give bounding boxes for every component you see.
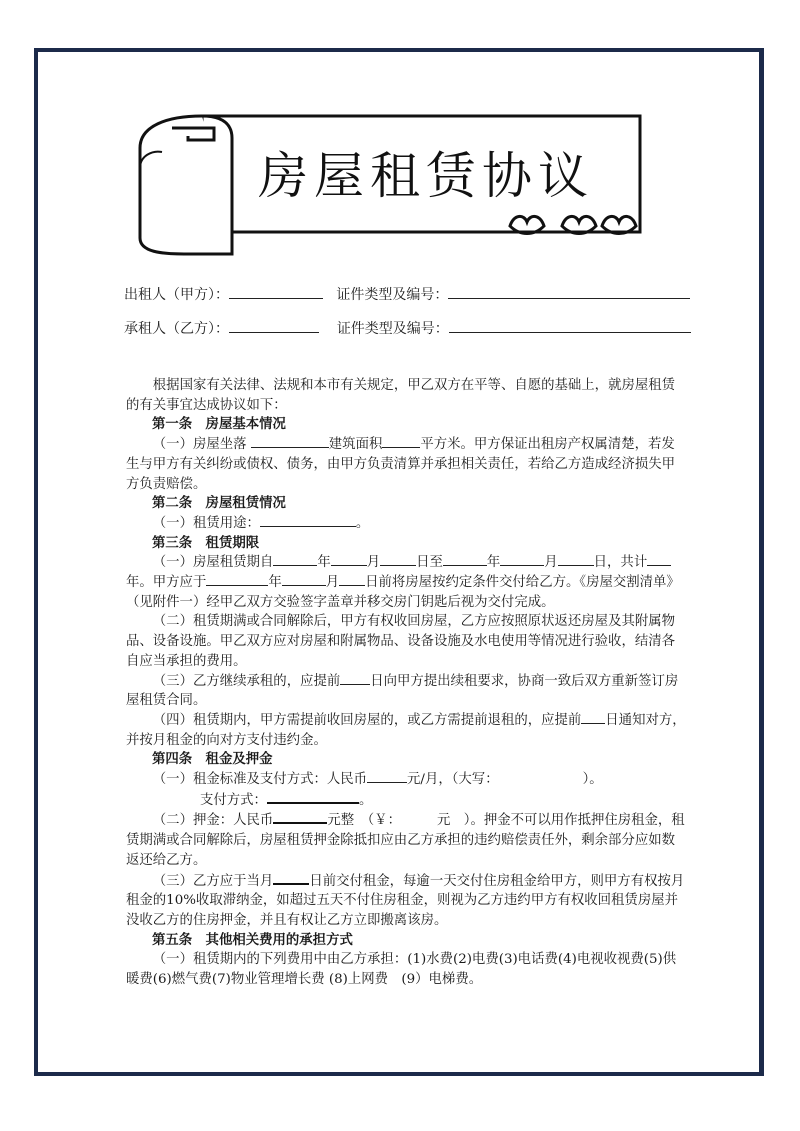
payment-method-field[interactable] [267,790,359,804]
article-3-title: 第三条 租赁期限 [152,534,260,551]
article-4-title: 第四条 租金及押金 [152,751,273,768]
payment-method-line: 支付方式： 。 [126,790,686,811]
lessee-name-field[interactable] [229,318,319,333]
article-2-title: 第二条 房屋租赁情况 [152,495,286,512]
address-field[interactable] [251,435,329,448]
article-1-paragraph-1: （一）房屋坐落 建筑面积 平方米。甲方保证出租房产权属清楚，若发生与甲方有关纠纷或债权、债务，由甲方负责清算并承担相关责任，若给乙方造成经济损失甲方负责赔偿。 [126,437,676,492]
article-5-paragraph-1: （一）租赁期内的下列费用中由乙方承担：(1)水费(2)电费(3)电话费(4)电视收视费(5)供暖费(6)燃气费(7)物业管理增长费 (8)上网费 (9）电梯费。 [126,952,677,988]
start-day-field[interactable] [380,553,416,566]
delivery-day-field[interactable] [339,573,365,586]
payment-day-field[interactable] [273,871,309,885]
delivery-year-field[interactable] [206,573,268,586]
article-3-paragraph-2: （二）租赁期满或合同解除后，甲方有权收回房屋，乙方应按照原状返还房屋及其附属物品、设备设施。甲乙双方应对房屋和附属物品、设备设施及水电使用等情况进行验收，结清各自应当承担的费用。 [126,614,676,669]
article-2-paragraph-1: （一）租赁用途： 。 [152,515,370,531]
notice-days-field[interactable] [581,711,605,724]
lessor-line: 出租人（甲方）： 证件类型及编号： [124,284,690,304]
article-3-paragraph-3: （三）乙方继续承租的，应提前 日向甲方提出续租要求，协商一致后双方重新签订房屋租赁合同。 [126,673,679,709]
agreement-body [126,376,686,990]
usage-field[interactable] [260,514,356,527]
lessee-id-field[interactable] [449,318,691,333]
deposit-field[interactable] [273,810,327,824]
document-title: 房屋租赁协议 [258,147,594,205]
article-4-paragraph-2: （二）押金：人民币 元整 （￥： 元 ）。押金不可以用作抵押住房租金，租赁期满或合同解除后，房屋租赁押金除抵扣应由乙方承担的违约赔偿责任外，剩余部分应如数返还给乙方。 [126,810,686,870]
article-3-paragraph-1: （一）房屋租赁期自 年 月 日至 年 月 日，共计年。甲方应于 年 月 日前将房屋按约定条件交付给乙方。《房屋交割清单》（见附件一）经甲乙双方交验签字盖章并移交房门钥匙后视为交付完成。 [126,555,680,610]
article-5-title: 第五条 其他相关费用的承担方式 [152,931,353,948]
total-years-field[interactable] [647,553,671,566]
lessee-line: 承租人（乙方）： 证件类型及编号： [124,318,691,338]
area-field[interactable] [382,435,420,448]
end-month-field[interactable] [500,553,544,566]
end-year-field[interactable] [443,553,487,566]
monthly-rent-field[interactable] [367,770,407,783]
article-1-title: 第一条 房屋基本情况 [152,416,286,433]
article-3-paragraph-4: （四）租赁期内，甲方需提前收回房屋的，或乙方需提前退租的，应提前 日通知对方，并按月租金的向对方支付违约金。 [126,712,686,748]
start-year-field[interactable] [273,553,317,566]
article-4-paragraph-1: （一）租金标准及支付方式：人民币 元/月，（大写： ）。 [152,772,603,788]
delivery-month-field[interactable] [282,573,326,586]
intro-paragraph: 根据国家有关法律、法规和本市有关规定，甲乙双方在平等、自愿的基础上，就房屋租赁的有关事宜达成协议如下： [126,378,676,413]
start-month-field[interactable] [331,553,367,566]
lessor-id-field[interactable] [448,284,690,299]
renewal-days-field[interactable] [340,672,370,685]
lessor-name-field[interactable] [229,284,323,299]
article-4-paragraph-3: （三）乙方应于当月 日前交付租金，每逾一天交付住房租金给甲方，则甲方有权按月租金的10%收取滞纳金，如超过五天不付住房租金，则视为乙方违约甲方有权收回租赁房屋并没收乙方的住房押金，并且有权让乙方立即搬离该房。 [126,871,686,931]
end-day-field[interactable] [558,553,594,566]
